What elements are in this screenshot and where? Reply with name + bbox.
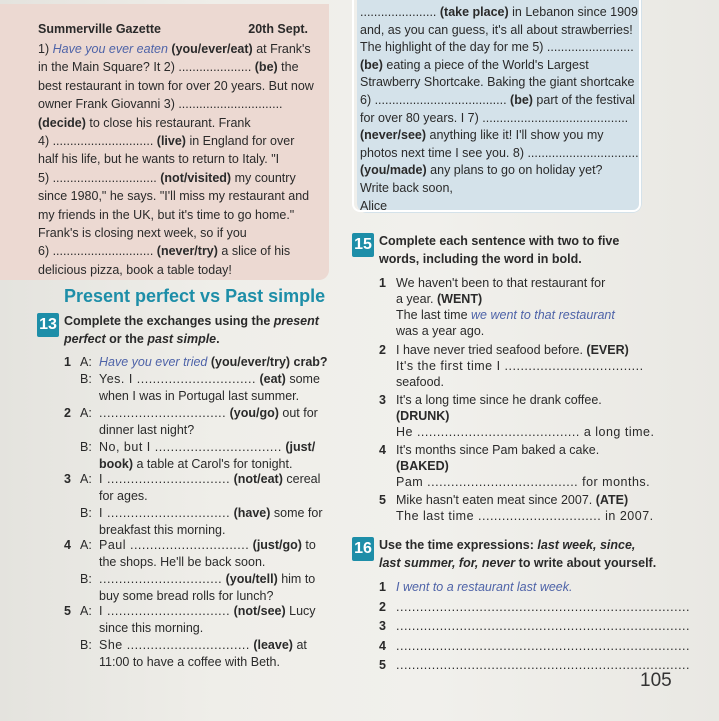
ex13-speaker-b: B: (80, 440, 92, 454)
letter-line (360, 39, 634, 57)
letter-line (360, 22, 633, 40)
ex16-item-number: 1 (379, 580, 386, 594)
exercise-13-badge: 13 (37, 313, 59, 337)
gazette-line (38, 58, 316, 76)
ex15-item-number: 5 (379, 493, 386, 507)
letter-segment: any plans to go on holiday yet? (426, 163, 603, 178)
ex16-item-number: 3 (379, 619, 386, 633)
gazette-segment: (decide) (38, 115, 86, 130)
gazette-segment: 1) (38, 42, 53, 56)
ex13-cue: (eat) (255, 372, 286, 386)
ex15-answer-line: Pam ...................................... for months. (396, 475, 651, 489)
gazette-segment: the (277, 60, 299, 75)
ex13-speaker-b: B: (80, 506, 92, 520)
ex13-line-b2 (99, 388, 299, 404)
ex15-sentence-2 (396, 291, 482, 307)
gazette-title-text: Summerville Gazette (38, 22, 161, 36)
letter-segment: (be) (506, 93, 533, 107)
ex13-line-b2 (99, 654, 280, 670)
ex15-item-number: 2 (379, 343, 386, 357)
ex13-item-number: 3 (64, 472, 71, 486)
ex15-answer-line-2: seafood. (396, 375, 444, 389)
ex13-cue: (not/eat) (230, 472, 283, 486)
letter-line (360, 198, 630, 216)
letter-line (360, 57, 630, 75)
ex13-line-a2: dinner last night? (99, 423, 195, 437)
ex16-item-number: 4 (379, 638, 386, 653)
ex13-speaker-b: B: (80, 372, 92, 386)
ex13-cue: book) (99, 457, 134, 471)
ex13-line-b (99, 571, 315, 587)
gazette-segment: (you/ever/eat) (167, 42, 253, 56)
ex15-sentence: It's months since Pam baked a cake. (396, 443, 600, 457)
ex13-line-a2: the shops. He'll be back soon. (99, 555, 266, 569)
gazette-line (38, 77, 316, 95)
exercise-13-heading (64, 312, 324, 348)
letter-line (360, 145, 639, 163)
gazette-line (38, 206, 316, 224)
gazette-segment: at Frank's (252, 42, 311, 56)
ex13-line-a (99, 603, 316, 619)
gazette-segment: half his life, but he wants to return to Italy. "I (38, 152, 280, 167)
ex13-text: breakfast this morning. (99, 523, 226, 537)
section-title: Present perfect vs Past simple (64, 286, 326, 306)
gazette-segment: a slice of his (217, 244, 291, 259)
ex15-keyword: (ATE) (592, 493, 629, 507)
ex15-answer-line-2: was a year ago. (396, 324, 485, 338)
gazette-segment: in England for over (185, 134, 295, 148)
ex15-text: The last time (396, 308, 472, 322)
ex15-sentence: We haven't been to that restaurant for (396, 276, 606, 290)
ex13-text: some (285, 372, 320, 386)
letter-segment: anything like it! I'll show you my (426, 128, 604, 143)
ex13-cue: (you/go) (226, 406, 279, 420)
ex15-text: a year. (396, 292, 434, 306)
letter-line (360, 162, 630, 180)
letter-segment: Write back soon, (360, 181, 453, 195)
ex16-item-number: 2 (379, 599, 386, 614)
ex13-blank: I ............................... (99, 472, 231, 486)
ex13-cue: (you/ever/try) crab? (207, 355, 328, 369)
ex13-head-end: . (216, 332, 220, 346)
gazette-line (38, 40, 316, 58)
ex13-blank: Yes. I .............................. (99, 372, 256, 386)
ex13-speaker-a: A: (80, 538, 92, 552)
ex13-line-a2: since this morning. (99, 621, 204, 635)
gazette-segment: (be) (251, 60, 278, 75)
ex15-answer-line (396, 307, 615, 323)
gazette-line (38, 169, 316, 187)
ex13-text: when I was in Portugal last summer. (99, 389, 300, 403)
ex13-text: a table at Carol's for tonight. (133, 457, 293, 471)
ex13-text: at (292, 638, 307, 652)
gazette-line (38, 261, 316, 279)
gazette-segment: delicious pizza, book a table today! (38, 262, 232, 277)
ex15-answer-line: It's the first time I ................................... (396, 359, 644, 373)
ex16-answer-example: I went to a restaurant last week. (396, 580, 573, 594)
ex15-sentence: It's a long time since he drank coffee. (396, 393, 602, 407)
ex13-speaker-a: A: (80, 472, 92, 486)
ex15-sentence (396, 492, 628, 508)
ex13-line-b (99, 439, 315, 455)
ex13-blank: I ............................... (99, 506, 231, 520)
ex13-text: 11:00 to have a coffee with Beth. (99, 655, 280, 669)
ex15-answer-example: we went to that restaurant (471, 308, 615, 322)
ex13-speaker-b: B: (80, 638, 92, 652)
letter-segment: (take place) (436, 5, 509, 19)
gazette-segment: 5) .............................. (38, 170, 157, 185)
ex15-answer-line: The last time ............................... in 2007. (396, 509, 654, 523)
gazette-segment: (live) (153, 134, 186, 148)
ex15-head-text: Complete each sentence with two to five (379, 234, 620, 248)
ex13-line-b2 (99, 456, 292, 472)
ex13-cue: (just/go) (249, 538, 302, 552)
gazette-segment: my friends in the UK, but it's time to go home." (38, 207, 295, 222)
ex13-blank: ............................... (99, 572, 223, 586)
letter-line (360, 74, 635, 92)
ex13-blank: No, but I ................................ (99, 440, 282, 454)
ex13-cue: (have) (230, 506, 271, 520)
ex13-line-b2 (99, 588, 273, 604)
letter-segment: Strawberry Shortcake. Baking the giant shortcake (360, 75, 635, 90)
ex15-keyword: (DRUNK) (396, 409, 450, 423)
letter-line (360, 4, 638, 22)
ex13-item-number: 4 (64, 538, 71, 552)
letter-segment: The highlight of the day for me 5) ......................... (360, 40, 634, 55)
gazette-segment: Have you ever eaten (52, 42, 168, 56)
ex13-cue: (leave) (249, 638, 293, 652)
ex13-head-italic-2: perfect (64, 332, 106, 346)
gazette-segment: (never/try) (153, 244, 218, 259)
ex13-text: him to (277, 572, 316, 586)
gazette-segment: (not/visited) (156, 170, 232, 185)
ex15-head-text-2: words, including the word in bold. (379, 252, 582, 266)
letter-segment: and, as you can guess, it's all about strawberries! (360, 22, 633, 37)
ex13-text: Lucy (285, 604, 316, 618)
ex16-answer-line: .......................................................................... (396, 599, 690, 614)
ex15-text: Mike hasn't eaten meat since 2007. (396, 493, 593, 507)
gazette-segment: to close his restaurant. Frank (85, 115, 251, 130)
ex15-sentence (396, 342, 629, 358)
ex13-head-text-2: or the (105, 332, 148, 346)
gazette-line (38, 95, 316, 113)
letter-segment: eating a piece of the World's Largest (382, 57, 589, 72)
gazette-segment: Frank's is closing next week, so if you (38, 226, 247, 240)
ex13-blank: Paul .............................. (99, 538, 250, 552)
ex15-item-number: 3 (379, 393, 386, 407)
ex13-item-number: 1 (64, 355, 71, 369)
gazette-segment: in the Main Square? It 2) ..................... (38, 60, 252, 75)
ex13-text: buy some bread rolls for lunch? (99, 589, 274, 603)
gazette-line (38, 242, 316, 260)
letter-line (360, 110, 630, 128)
ex13-speaker-a: A: (80, 604, 92, 618)
ex16-head-text: Use the time expressions: (379, 538, 538, 552)
letter-segment: ...................... (360, 5, 437, 19)
exercise-16-badge: 16 (352, 537, 374, 561)
gazette-segment: my country (231, 170, 296, 185)
ex13-speaker-b: B: (80, 572, 92, 586)
ex13-text: out for (278, 406, 318, 420)
ex13-head-text: Complete the exchanges using the (64, 314, 274, 328)
ex13-head-italic: present (273, 314, 319, 328)
ex15-keyword: (BAKED) (396, 459, 449, 473)
letter-segment: 6) ...................................... (360, 93, 507, 107)
ex13-line-a (99, 354, 328, 370)
ex13-blank: I ............................... (99, 604, 231, 618)
ex16-answer-line: .......................................................................... (396, 619, 690, 633)
ex16-answer-line: .......................................................................... (396, 658, 690, 672)
letter-segment: photos next time I see you. 8) ................................ (360, 145, 639, 160)
gazette-line (38, 150, 316, 168)
ex13-speaker-a: A: (80, 406, 92, 420)
ex16-answer-line: .......................................................................... (396, 638, 690, 653)
ex13-line-a (99, 537, 316, 553)
ex13-cue: (just/ (281, 440, 316, 454)
letter-line (360, 127, 630, 145)
letter-segment: (never/see) (360, 128, 427, 143)
gazette-line (38, 114, 316, 132)
ex16-item-number: 5 (379, 658, 386, 672)
gazette-line (38, 187, 316, 205)
gazette-date: 20th Sept. (248, 22, 308, 36)
page-number: 105 (640, 670, 672, 691)
ex15-answer-line: He ......................................... a long time. (396, 425, 655, 439)
ex15-item-number: 4 (379, 443, 386, 457)
ex13-speaker-a: A: (80, 355, 92, 369)
ex13-line-a (99, 405, 318, 421)
gazette-line (38, 224, 316, 242)
ex13-item-number: 2 (64, 406, 71, 420)
gazette-segment: best restaurant in town for over 20 years. But now (38, 78, 314, 93)
exercise-15-heading (379, 232, 659, 268)
letter-segment: for over 80 years. I 7) .......................................... (360, 110, 629, 125)
exercise-16-heading (379, 536, 669, 572)
ex13-cue: (you/tell) (222, 572, 278, 586)
letter-segment: part of the festival (532, 93, 636, 107)
letter-segment: (be) (360, 57, 383, 72)
gazette-segment: owner Frank Giovanni 3) .............................. (38, 97, 283, 112)
ex15-keyword: (EVER) (582, 343, 629, 357)
letter-line (360, 180, 630, 198)
ex15-item-number: 1 (379, 276, 386, 290)
ex13-line-a (99, 471, 320, 487)
ex13-line-b2 (99, 522, 225, 538)
ex13-answer-example: Have you ever tried (99, 355, 208, 369)
ex13-head-italic-3: past simple (147, 332, 217, 346)
letter-line (360, 92, 636, 110)
ex13-line-a2: for ages. (99, 489, 148, 503)
letter-segment: (you/made) (360, 163, 427, 178)
gazette-segment: since 1980," he says. "I'll miss my restaurant and (38, 189, 310, 204)
gazette-segment: 6) ............................. (38, 244, 154, 259)
gazette-segment: 4) ............................. (38, 134, 154, 148)
ex13-line-b (99, 505, 323, 521)
ex16-head-italic-2: last summer, for, never (379, 556, 516, 570)
ex15-text: I have never tried seafood before. (396, 343, 583, 357)
ex13-item-number: 5 (64, 604, 71, 618)
ex13-text: to (301, 538, 316, 552)
gazette-title (38, 20, 316, 38)
ex16-head-text-2: to write about yourself. (515, 556, 657, 570)
ex13-text: some for (270, 506, 323, 520)
letter-segment: in Lebanon since 1909 (508, 5, 638, 19)
ex13-blank: She ............................... (99, 638, 250, 652)
ex15-keyword: (WENT) (433, 292, 483, 306)
ex13-text: cereal (282, 472, 321, 486)
ex16-head-italic: last week, since, (537, 538, 636, 552)
gazette-line (38, 132, 316, 150)
exercise-15-badge: 15 (352, 233, 374, 257)
ex13-cue: (not/see) (230, 604, 286, 618)
ex13-line-b (99, 637, 307, 653)
ex13-blank: ................................ (99, 406, 227, 420)
ex13-line-b (99, 371, 320, 387)
letter-segment: Alice (360, 198, 388, 213)
